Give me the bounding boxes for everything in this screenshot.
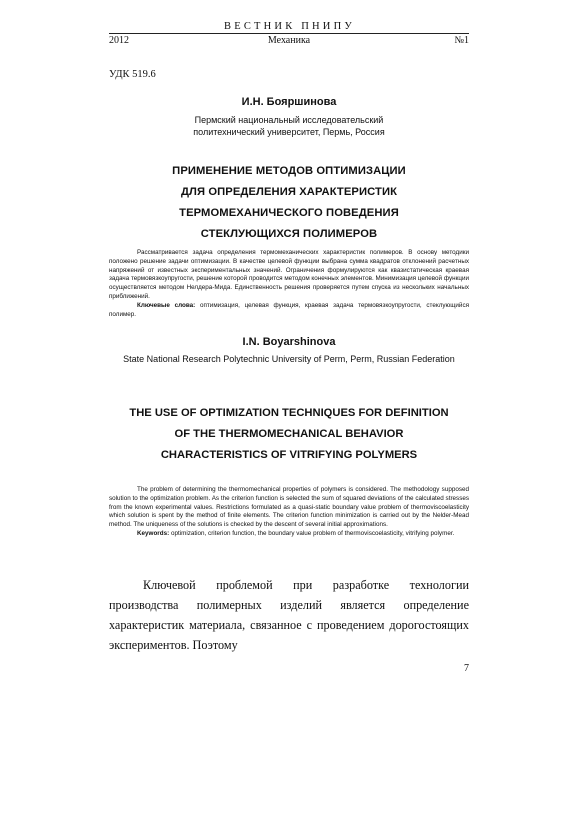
title-en-line: THE USE OF OPTIMIZATION TECHNIQUES FOR DEFINITION (129, 407, 449, 419)
author-ru: И.Н. Бояршинова (241, 96, 337, 108)
body-paragraph: Ключевой проблемой при разработке технологии производства полимерных изделий является определение характеристик материала, связанное с проведением дорогостоящих экспериментов. Поэтому (109, 578, 469, 652)
author-en: I.N. Boyarshinova (242, 336, 336, 348)
title-en-line: CHARACTERISTICS OF VITRIFYING POLYMERS (160, 449, 418, 461)
affiliation-ru-line: Пермский национальный исследовательский (194, 115, 384, 125)
title-en-line: OF THE THERMOMECHANICAL BEHAVIOR (174, 428, 404, 440)
title-en (109, 403, 469, 466)
keywords-en-label: Keywords: (137, 529, 170, 537)
journal-title: ВЕСТНИК ПНИПУ (224, 21, 355, 32)
header-section: Механика (267, 35, 311, 46)
abstract-en (109, 486, 469, 539)
title-ru-line: СТЕКЛУЮЩИХСЯ ПОЛИМЕРОВ (200, 228, 378, 240)
title-ru (109, 161, 469, 245)
affiliation-ru (109, 114, 469, 138)
affiliation-en: State National Research Polytechnic University of Perm, Perm, Russian Federation (123, 354, 455, 364)
body-text (109, 575, 469, 655)
affiliation-ru-line: политехнический университет, Пермь, Россия (193, 127, 385, 137)
abstract-en-text: The problem of determining the thermomechanical properties of polymers is considered. The methodology supposed solution to the optimization problem. As the criterion function is selected the sum of squared deviations of the calculated stresses from the known experimental values. Restrictions formulated as a quasi-static boundary value problem of thermoviscoelasticity which solution is spent by the method of finite elements. The criterion function minimization is carried out by the Nelder-Mead method. The uniqueness of the solutions is checked by the descent of several initial approximations. (109, 486, 469, 529)
udk-code: УДК 519.6 (109, 69, 156, 80)
abstract-ru-text: Рассматривается задача определения термомеханических характеристик полимеров. В основу методики положено решение задачи оптимизации. В качестве целевой функции выбрана сумма квадратов отклонений расчетных напряжений от известных экспериментальных значений. Ограничения формулируются как квазистатическая краевая задача термовязкоупругости, решение которой проводится методом конечных элементов. Минимизация целевой функции осуществляется методом Нелдера-Мида. Единственность решения проверяется путем спуска из нескольких начальных приближений. (109, 249, 469, 300)
keywords-ru (109, 302, 469, 320)
page-number: 7 (464, 663, 469, 674)
header-issue: №1 (454, 35, 469, 46)
keywords-en-text: optimization, criterion function, the boundary value problem of thermoviscoelasticity, vitrifying polymer. (170, 529, 455, 537)
header-rule (109, 33, 469, 34)
keywords-ru-text: оптимизация, целевая функция, краевая задача термовязкоупругости, стеклующийся полимер. (109, 301, 470, 318)
keywords-en (109, 530, 469, 539)
header-year: 2012 (109, 35, 129, 46)
keywords-ru-label: Ключевые слова: (137, 301, 196, 309)
title-ru-line: ПРИМЕНЕНИЕ МЕТОДОВ ОПТИМИЗАЦИИ (172, 165, 406, 177)
abstract-ru (109, 249, 469, 319)
title-ru-line: ТЕРМОМЕХАНИЧЕСКОГО ПОВЕДЕНИЯ (179, 207, 399, 219)
title-ru-line: ДЛЯ ОПРЕДЕЛЕНИЯ ХАРАКТЕРИСТИК (180, 186, 398, 198)
